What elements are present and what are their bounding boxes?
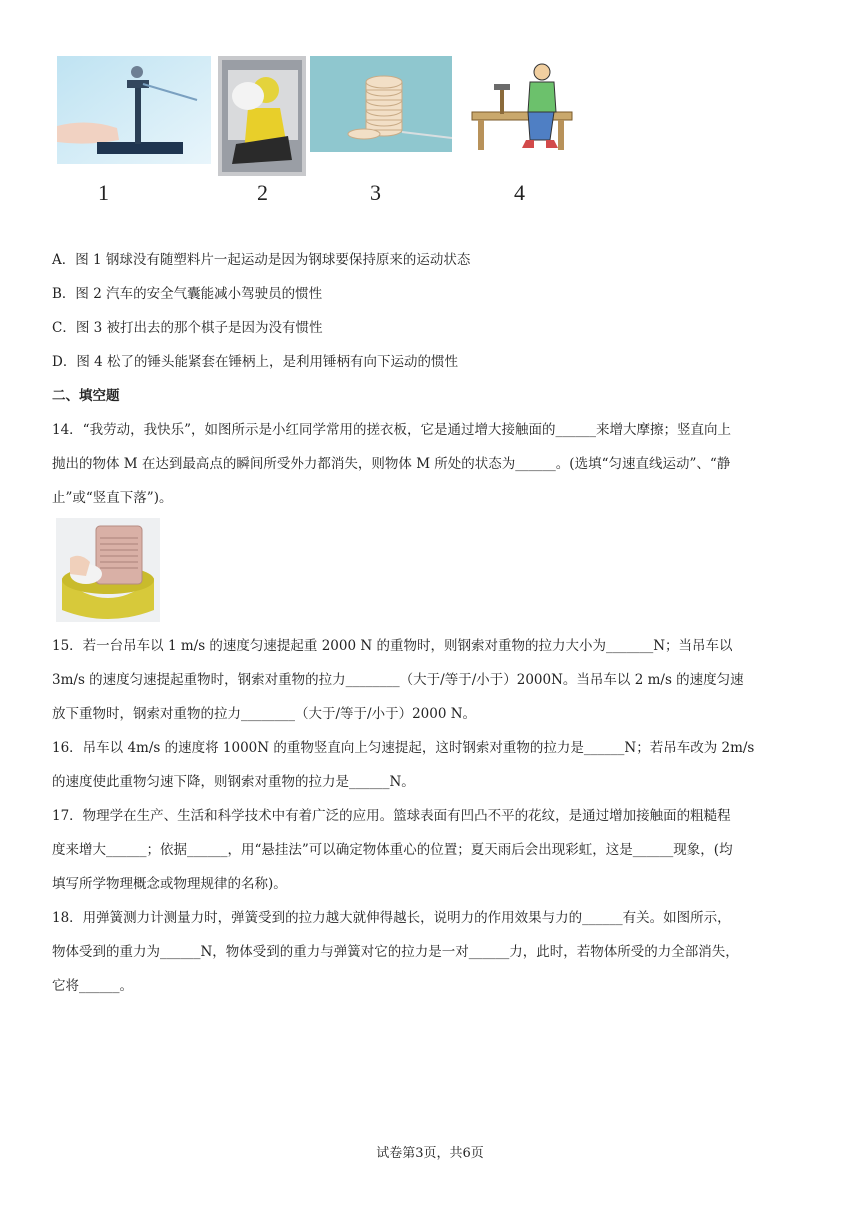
question-18-line-1: 18．用弹簧测力计测量力时，弹簧受到的拉力越大就伸得越长，说明力的作用效果与力的______有关。如图所示，	[52, 910, 731, 926]
figure-row	[52, 52, 592, 212]
figure-2-label: 2	[257, 180, 268, 205]
option-d: D．图 4 松了的锤头能紧套在锤柄上，是利用锤柄有向下运动的惯性	[52, 354, 458, 370]
option-b: B．图 2 汽车的安全气囊能减小驾驶员的惯性	[52, 286, 323, 302]
question-18-line-2: 物体受到的重力为______N，物体受到的重力与弹簧对它的拉力是一对______力，此时，若物体所受的力全部消失，	[52, 944, 739, 960]
figure-4-label: 4	[514, 180, 525, 205]
option-c: C．图 3 被打出去的那个棋子是因为没有惯性	[52, 320, 323, 336]
question-15-line-2: 3m/s 的速度匀速提起重物时，钢索对重物的拉力________（大于/等于/小于）2000N。当吊车以 2 m/s 的速度匀速	[52, 672, 744, 688]
question-15-line-1: 15．若一台吊车以 1 m/s 的速度匀速提起重 2000 N 的重物时，则钢索对重物的拉力大小为_______N；当吊车以	[52, 638, 733, 654]
question-14-line-3: 止”或“竖直下落”)。	[52, 490, 173, 506]
figure-3-checkers-image	[310, 56, 452, 152]
figure-1-steel-ball-image	[57, 56, 211, 164]
question-17-line-3: 填写所学物理概念或物理规律的名称)。	[52, 876, 287, 892]
question-14-line-2: 抛出的物体 M 在达到最高点的瞬间所受外力都消失，则物体 M 所处的状态为______。(选填“匀速直线运动”、“静	[52, 456, 731, 472]
question-17-line-1: 17．物理学在生产、生活和科学技术中有着广泛的应用。篮球表面有凹凸不平的花纹，是通过增加接触面的粗糙程	[52, 808, 731, 824]
figure-3-label: 3	[370, 180, 381, 205]
figure-2-airbag-image	[218, 56, 306, 176]
washboard-image	[56, 518, 160, 622]
question-16-line-2: 的速度使此重物匀速下降，则钢索对重物的拉力是______N。	[52, 774, 415, 790]
question-17-line-2: 度来增大______；依据______，用“悬挂法”可以确定物体重心的位置；夏天雨后会出现彩虹，这是______现象，(均	[52, 842, 733, 858]
question-18-line-3: 它将______。	[52, 978, 133, 994]
figure-1-label: 1	[98, 180, 109, 205]
figure-4-hammer-image	[470, 62, 576, 158]
question-14-line-1: 14．“我劳动，我快乐”，如图所示是小红同学常用的搓衣板，它是通过增大接触面的______来增大摩擦；竖直向上	[52, 422, 731, 438]
page-footer: 试卷第3页，共6页	[376, 1146, 484, 1161]
question-16-line-1: 16．吊车以 4m/s 的速度将 1000N 的重物竖直向上匀速提起，这时钢索对重物的拉力是______N；若吊车改为 2m/s	[52, 740, 755, 756]
section-title: 二、填空题	[52, 388, 120, 404]
question-15-line-3: 放下重物时，钢索对重物的拉力________（大于/等于/小于）2000 N。	[52, 706, 477, 722]
option-a: A．图 1 钢球没有随塑料片一起运动是因为钢球要保持原来的运动状态	[52, 252, 471, 268]
